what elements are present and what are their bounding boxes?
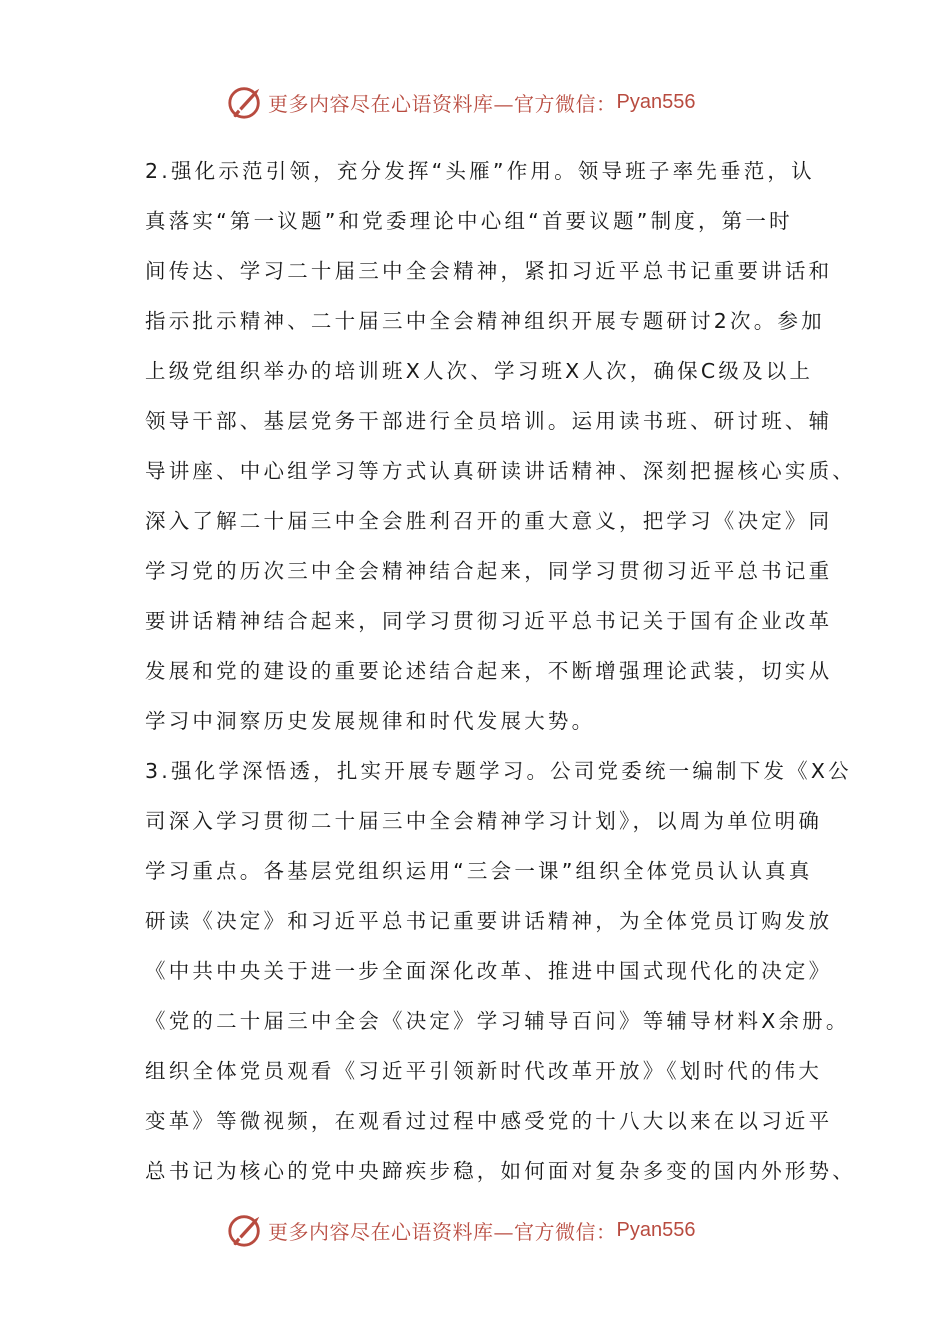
- watermark-text: 更多内容尽在心语资料库—官方微信：: [268, 1219, 617, 1244]
- wechat-id: Pyan556: [616, 90, 696, 113]
- document-body: [145, 146, 856, 1196]
- body-line: 真落实“第一议题”和党委理论中心组“首要议题”制度，第一时: [145, 209, 793, 233]
- body-line: 总书记为核心的党中央蹄疾步稳，如何面对复杂多变的国内外形势、: [145, 1159, 856, 1183]
- body-line: 上级党组织举办的培训班X人次、学习班X人次，确保C级及以上: [145, 359, 814, 383]
- wechat-id: Pyan556: [616, 1218, 696, 1241]
- header-watermark: [226, 82, 746, 122]
- body-line: 学习中洞察历史发展规律和时代发展大势。: [145, 709, 596, 733]
- body-line: 司深入学习贯彻二十届三中全会精神学习计划》，以周为单位明确: [145, 809, 823, 833]
- body-line: 深入了解二十届三中全会胜利召开的重大意义，把学习《决定》同: [145, 509, 833, 533]
- pen-logo-icon: [226, 83, 264, 121]
- body-line: 3.强化学深悟透，扎实开展专题学习。公司党委统一编制下发《X公: [145, 759, 852, 783]
- body-line: 学习重点。各基层党组织运用“三会一课”组织全体党员认认真真: [145, 859, 813, 883]
- body-line: 《中共中央关于进一步全面深化改革、推进中国式现代化的决定》: [145, 959, 833, 983]
- body-line: 《党的二十届三中全会《决定》学习辅导百问》等辅导材料X余册。: [145, 1009, 850, 1033]
- body-line: 2.强化示范引领，充分发挥“头雁”作用。领导班子率先垂范，认: [145, 159, 815, 183]
- footer-watermark: [226, 1210, 746, 1250]
- pen-logo-icon: [226, 1211, 264, 1249]
- watermark-text: 更多内容尽在心语资料库—官方微信：: [268, 91, 617, 116]
- body-line: 变革》等微视频，在观看过过程中感受党的十八大以来在以习近平: [145, 1109, 833, 1133]
- body-line: 要讲话精神结合起来，同学习贯彻习近平总书记关于国有企业改革: [145, 609, 833, 633]
- body-line: 发展和党的建设的重要论述结合起来，不断增强理论武装，切实从: [145, 659, 833, 683]
- body-line: 领导干部、基层党务干部进行全员培训。运用读书班、研讨班、辅: [145, 409, 833, 433]
- body-line: 指示批示精神、二十届三中全会精神组织开展专题研讨2次。参加: [145, 309, 825, 333]
- body-line: 研读《决定》和习近平总书记重要讲话精神，为全体党员订购发放: [145, 909, 833, 933]
- body-line: 间传达、学习二十届三中全会精神，紧扣习近平总书记重要讲话和: [145, 259, 833, 283]
- body-line: 学习党的历次三中全会精神结合起来，同学习贯彻习近平总书记重: [145, 559, 833, 583]
- body-line: 导讲座、中心组学习等方式认真研读讲话精神、深刻把握核心实质、: [145, 459, 856, 483]
- body-line: 组织全体党员观看《习近平引领新时代改革开放》《划时代的伟大: [145, 1059, 823, 1083]
